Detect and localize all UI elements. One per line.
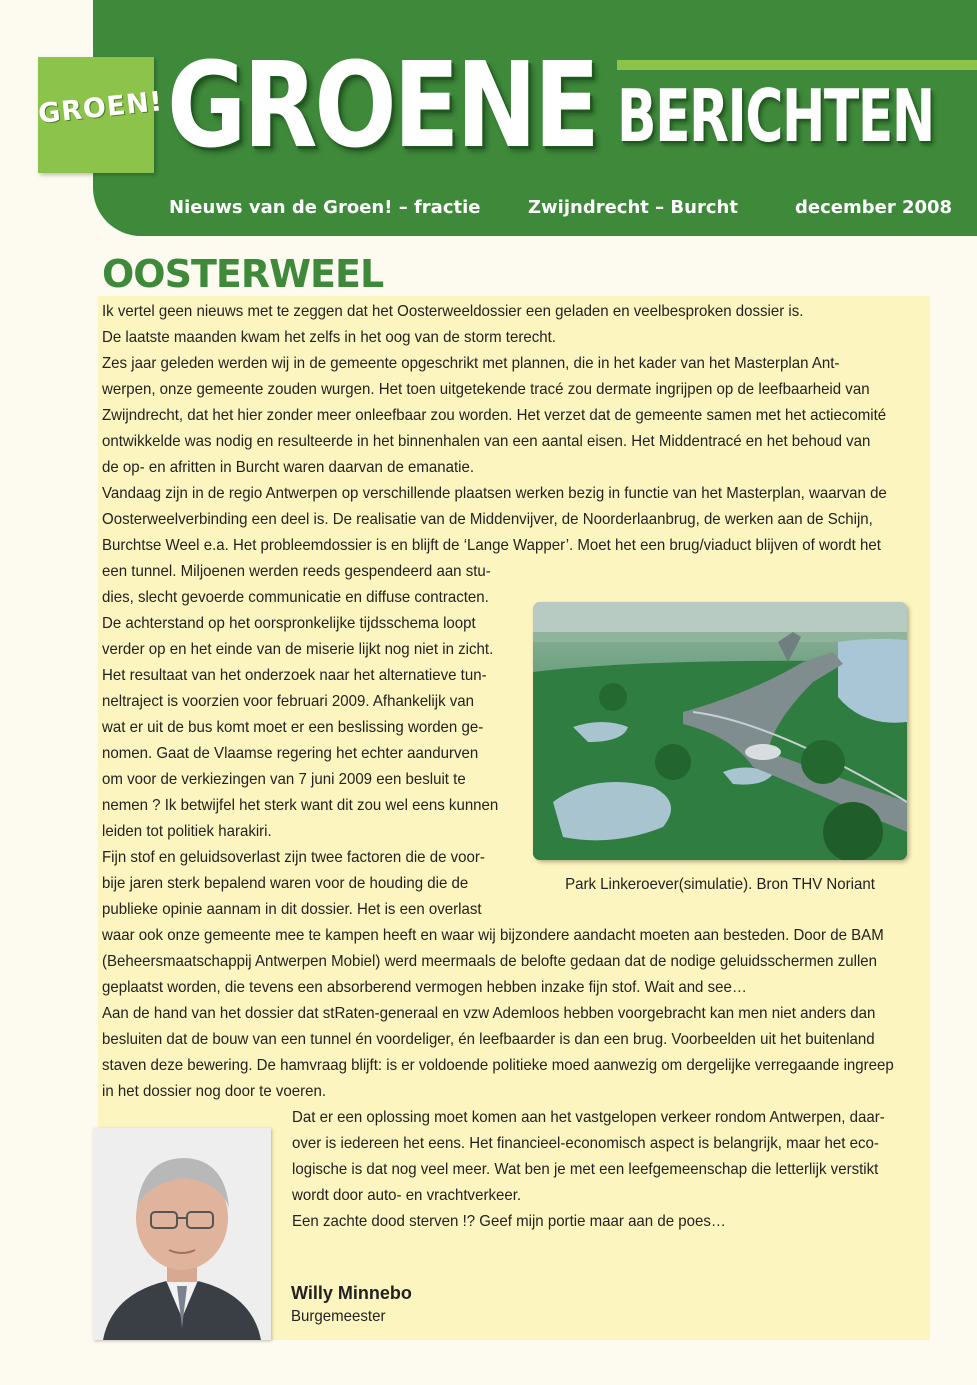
article-line: Oosterweelverbinding een deel is. De realisatie van de Middenvijver, de Noorderlaanbrug, de werken aan de Schijn, — [102, 511, 873, 528]
article-line: ontwikkelde was nodig en resulteerde in het binnenhalen van een aantal eisen. Het Middentracé en het behoud van — [102, 433, 871, 450]
article-line: Dat er een oplossing moet komen aan het vastgelopen verkeer rondom Antwerpen, daar- — [292, 1109, 885, 1126]
article-line: Zwijndrecht, dat het hier zonder meer onleefbaar zou worden. Het verzet dat de gemeente samen met het actiecomité — [102, 407, 887, 424]
author-name: Willy Minnebo — [291, 1283, 412, 1303]
photo-caption: Park Linkeroever(simulatie). Bron THV Noriant — [565, 876, 875, 893]
aerial-photo-illustration — [533, 602, 907, 860]
groen-logo — [36, 57, 165, 173]
article-line: over is iedereen het eens. Het financieel-economisch aspect is belangrijk, maar het eco- — [292, 1135, 879, 1152]
author-role: Burgemeester — [291, 1308, 386, 1325]
logo-text: GROEN! — [36, 86, 165, 130]
article-line: De achterstand op het oorspronkelijke tijdsschema loopt — [102, 615, 476, 632]
article-line: staven deze bewering. De hamvraag blijft: is er voldoende politieke moed aanwezig om dergelijke verregaande ingreep — [102, 1057, 894, 1074]
article-line: nemen ? Ik betwijfel het sterk want dit zou wel eens kunnen — [102, 797, 499, 814]
article-line: leiden tot politiek harakiri. — [102, 823, 272, 840]
article-line: Een zachte dood sterven !? Geef mijn portie maar aan de poes… — [292, 1213, 726, 1230]
article-line: dies, slecht gevoerde communicatie en diffuse contracten. — [102, 589, 489, 606]
article-line: geplaatst worden, die tevens een absorberend vermogen hebben inzake fijn stof. Wait and see… — [102, 979, 747, 996]
author-portrait — [93, 1128, 271, 1340]
aerial-park-photo — [533, 602, 907, 860]
article-line: Zes jaar geleden werden wij in de gemeente opgeschrikt met plannen, die in het kader van het Masterplan Ant- — [102, 355, 840, 372]
article-line: om voor de verkiezingen van 7 juni 2009 een besluit te — [102, 771, 466, 788]
newsletter-tagline: Nieuws van de Groen! – fractie — [169, 197, 481, 218]
article-line: besluiten dat de bouw van een tunnel én voordeliger, én leefbaarder is dan een brug. Voorbeelden uit het buitenland — [102, 1031, 875, 1048]
article-line: verder op en het einde van de miserie lijkt nog niet in zicht. — [102, 641, 494, 658]
location-label: Zwijndrecht – Burcht — [528, 197, 738, 218]
article-line: wordt door auto- en vrachtverkeer. — [292, 1187, 522, 1204]
article-line: waar ook onze gemeente mee te kampen heeft en waar wij bijzondere aandacht moeten aan besteden. Door de BAM — [102, 927, 884, 944]
article-line: in het dossier nog door te voeren. — [102, 1083, 327, 1100]
masthead-subtitle: BERICHTEN — [617, 74, 934, 158]
article-headline: OOSTERWEEL — [102, 252, 384, 296]
title-accent-bar — [617, 60, 977, 70]
article-line: (Beheersmaatschappij Antwerpen Mobiel) werd meermaals de belofte gedaan dat de nodige geluidsschermen zullen — [102, 953, 878, 970]
article-line: De laatste maanden kwam het zelfs in het oog van de storm terecht. — [102, 329, 556, 346]
article-line: bije jaren sterk bepalend waren voor de houding die de — [102, 875, 469, 892]
masthead-title: GROENE — [167, 36, 597, 174]
issue-date: december 2008 — [795, 197, 953, 218]
article-line: een tunnel. Miljoenen werden reeds gespendeerd aan stu- — [102, 563, 491, 580]
article-line: Burchtse Weel e.a. Het probleemdossier is en blijft de ‘Lange Wapper’. Moet het een brug/viaduct blijven of wordt het — [102, 537, 881, 554]
article-line: Ik vertel geen nieuws met te zeggen dat het Oosterweeldossier een geladen en veelbesproken dossier is. — [102, 303, 804, 320]
article-line: Fijn stof en geluidsoverlast zijn twee factoren die de voor- — [102, 849, 485, 866]
article-line: nomen. Gaat de Vlaamse regering het echter aandurven — [102, 745, 479, 762]
article-line: werpen, onze gemeente zouden wurgen. Het toen uitgetekende tracé zou dermate ingrijpen op de leefbaarheid van — [102, 381, 870, 398]
article-line: de op- en afritten in Burcht waren daarvan de emanatie. — [102, 459, 475, 476]
article-line: Vandaag zijn in de regio Antwerpen op verschillende plaatsen werken bezig in functie van het Masterplan, waarvan de — [102, 485, 887, 502]
article-line: Het resultaat van het onderzoek naar het alternatieve tun- — [102, 667, 487, 684]
article-line: Aan de hand van het dossier dat stRaten-generaal en vzw Ademloos hebben voorgebracht kan men niet anders dan — [102, 1005, 876, 1022]
portrait-illustration — [93, 1128, 271, 1340]
article-line: logische is dat nog veel meer. Wat ben je met een leefgemeenschap die letterlijk verstikt — [292, 1161, 879, 1178]
article-line: wat er uit de bus komt moet er een beslissing worden ge- — [102, 719, 484, 736]
article-line: neltraject is voorzien voor februari 2009. Afhankelijk van — [102, 693, 475, 710]
article-line: publieke opinie aannam in dit dossier. Het is een overlast — [102, 901, 482, 918]
